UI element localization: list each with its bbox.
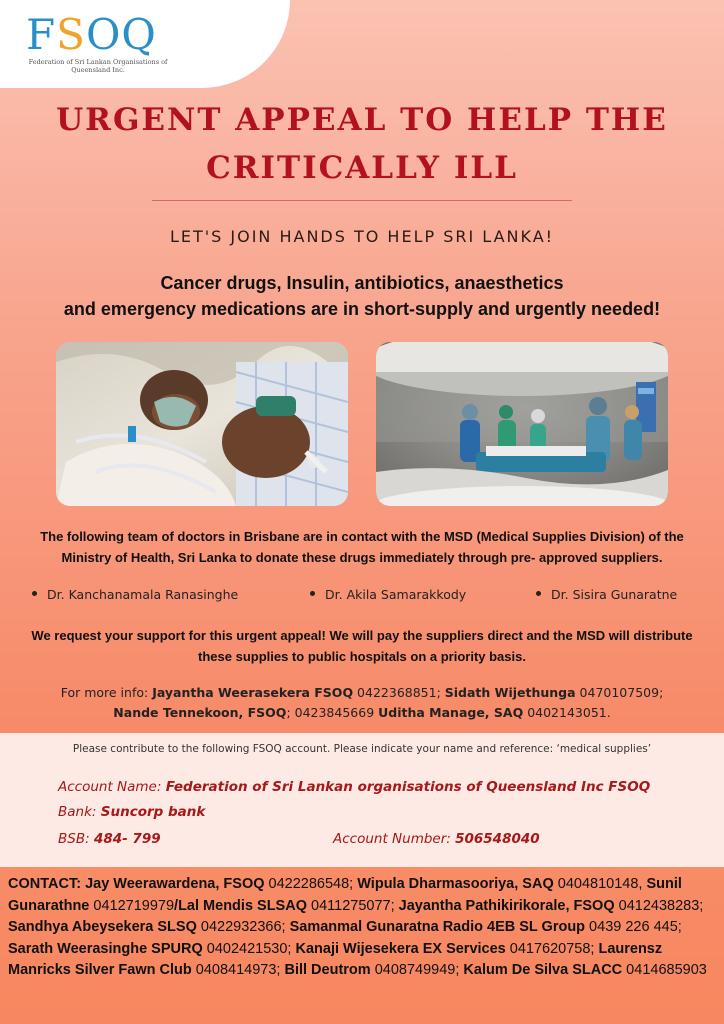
contact-name: Laurensz Manricks Silver Fawn Club (8, 940, 663, 978)
contact-name: Wipula Dharmasooriya, SAQ (357, 876, 554, 892)
appeal-subtitle: LET'S JOIN HANDS TO HELP SRI LANKA! (169, 227, 555, 246)
lead-line-2: and emergency medications are in short-supply and urgently needed! (63, 299, 661, 319)
contact-phone: 0412438283; (614, 897, 704, 914)
fsoq-logo (26, 12, 157, 58)
contact-name: Sandhya Abeysekera SLSQ (8, 919, 197, 935)
logo-letters-oq: OQ (85, 10, 157, 59)
contribution-panel (0, 733, 724, 867)
contact-phone: 0414685903 (622, 962, 707, 978)
contact-phone: 0422932366; (196, 919, 290, 935)
support-request-paragraph: We request your support for this urgent appeal! We will pay the suppliers direct and the MSD will distribute these supplies to public hospitals on a priority basis. (31, 628, 693, 664)
hospitalised-child-photo (56, 342, 348, 506)
lead-line-1: Cancer drugs, Insulin, antibiotics, anaesthetics (160, 273, 564, 293)
account-name-label: Account Name: (58, 779, 166, 795)
info-contact-name: Uditha Manage, SAQ (378, 705, 524, 720)
contribution-note: Please contribute to the following FSOQ account. Please indicate your name and reference: ‘medical supplies’ (72, 743, 652, 755)
doctor-item (310, 587, 466, 602)
logo-letter-f: F (26, 10, 57, 59)
contact-phone: 0412719979 (89, 897, 175, 914)
bsb-value: 484- 799 (93, 831, 161, 847)
info-contact-phone: 0402143051. (523, 705, 611, 720)
contact-name: Jay Weerawardena, FSOQ (85, 876, 265, 892)
doctors-list (32, 587, 704, 607)
contact-name: Bill Deutrom (284, 962, 371, 978)
logo-subtitle: Federation of Sri Lankan Organisations of Queensland Inc. (28, 58, 168, 74)
more-info (18, 683, 706, 723)
info-contact-phone: 0470107509; (575, 685, 664, 700)
doctors-team-paragraph: The following team of doctors in Brisbane are in contact with the MSD (Medical Supplies Division) of the Ministry of Health, Sri Lanka to donate these drugs immediately through pre- approved suppliers. (40, 529, 684, 565)
doctor-name: Dr. Sisira Gunaratne (551, 587, 678, 602)
bullet-icon (310, 591, 315, 596)
bullet-icon (32, 591, 37, 596)
bank-label: Bank: (58, 804, 101, 820)
appeal-title: URGENT APPEAL TO HELP THE CRITICALLY ILL (56, 102, 668, 186)
bank-value: Suncorp bank (100, 804, 206, 820)
account-number-label: Account Number: (333, 831, 456, 847)
doctor-name: Dr. Kanchanamala Ranasinghe (47, 587, 239, 602)
contact-list (8, 874, 718, 982)
operating-theatre-photo (376, 342, 668, 506)
info-contact-phone: ; 0423845669 (286, 705, 379, 720)
contact-phone: 0417620758; (505, 940, 599, 957)
contact-name: Jayantha Pathikirikorale, FSOQ (398, 897, 615, 914)
lead-text (20, 270, 704, 322)
contact-name: Kalum De Silva SLACC (463, 962, 623, 978)
info-contact-name: Sidath Wijethunga (444, 685, 576, 700)
contact-name: Kanaji Wijesekera EX Services (295, 940, 506, 957)
contact-phone: 0408414973; (191, 962, 285, 978)
contact-phone: 0439 226 445; (585, 919, 682, 935)
contact-phone: 0408749949; (370, 962, 464, 978)
bullet-icon (536, 591, 541, 596)
contact-phone: 0411275077; (306, 897, 399, 914)
info-prefix: For more info: (60, 685, 153, 700)
logo-panel (0, 0, 290, 88)
logo-letter-s: S (56, 10, 86, 59)
contact-label: CONTACT: (8, 876, 86, 892)
info-contact-name: Jayantha Weerasekera FSOQ (152, 685, 354, 700)
contact-name: Sarath Weerasinghe SPURQ (8, 940, 203, 957)
info-contact-name: Nande Tennekoon, FSOQ (113, 705, 287, 720)
bsb-row (58, 831, 161, 847)
account-name-row (58, 779, 650, 795)
bsb-label: BSB: (58, 831, 94, 847)
account-name-value: Federation of Sri Lankan organisations of Queensland Inc FSOQ (165, 779, 651, 795)
info-contact-phone: 0422368851; (353, 685, 445, 700)
contact-name: Sunil Gunarathne (8, 876, 682, 914)
contact-phone: 0404810148, (553, 876, 647, 892)
contact-phone: 0422286548; (264, 876, 358, 892)
contact-name: Samanmal Gunaratna Radio 4EB SL Group (289, 919, 586, 935)
title-divider (152, 200, 572, 201)
bank-row (58, 804, 205, 820)
doctor-item (32, 587, 238, 602)
account-number-row (333, 831, 540, 847)
contact-name: /Lal Mendis SLSAQ (174, 897, 307, 914)
contact-phone: 0402421530; (202, 940, 296, 957)
account-number-value: 506548040 (455, 831, 540, 847)
doctor-name: Dr. Akila Samarakkody (325, 587, 467, 602)
doctor-item (536, 587, 677, 602)
